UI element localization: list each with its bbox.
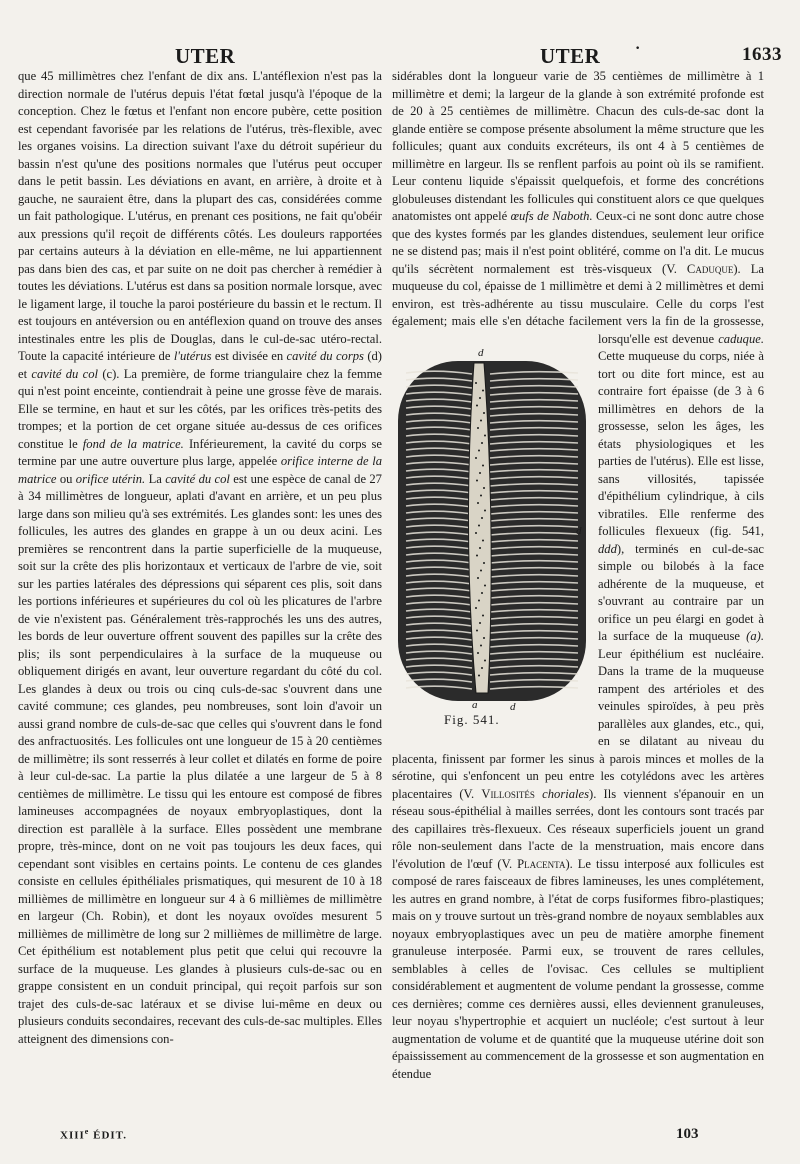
- figure-caption: Fig. 541.: [444, 711, 500, 727]
- running-head-right: UTER: [540, 44, 601, 68]
- signature-folio: 103: [676, 1126, 699, 1142]
- uterine-mucosa-illustration: [392, 333, 590, 737]
- right-column: [392, 68, 764, 1083]
- printer-signature: XIIIe ÉDIT.: [60, 1127, 127, 1142]
- figure-541: [392, 333, 590, 737]
- figure-label-right: d: [576, 524, 582, 537]
- figure-label-top: d: [478, 346, 484, 359]
- left-paragraph: que 45 millimètres chez l'enfant de dix ans. L'antéflexion n'est pas la direction normale de l'utérus depuis l'état fœtal jusqu'à l'époque de la conception. Chez le fœtus et l'enfant non encore pubère, cette position est cependant favorisée par les relations de l'utérus, très-flexible, avec les organes voisins. La direction suivant l'axe du détroit supérieur du bassin n'est qu'une des positions normales que l'utérus peut occuper dans le petit bassin. Les déviations en avant, en arrière, à droite et à gauche, ne sauraient être, dans la plupart des cas, considérées comme un fait pathologique. L'utérus, en prenant ces positions, ne fait qu'obéir aux pressions qu'il reçoit de différents côtés. Les douleurs rapportées par certains auteurs à la déviation en elle-même, ne lui appartiennent pas dans bien des cas, et par suite on ne doit pas chercher à remédier à toutes les déviations. L'utérus est dans sa position normale lorsque, avec le ligament large, il touche la paroi postérieure du bassin et le rectum. Il est toujours en antéversion ou en antéflexion quand on trouve des anses intestinales entre les plis de Douglas, dans le cul-de-sac utéro-rectal. Toute la capacité intérieure de l'utérus est divisée en cavité du corps (d) et cavité du col (c). La première, de forme triangulaire chez la femme qui n'est point enceinte, contiendrait à peine une grosse fève de marais. Elle se termine, en haut et sur les côtés, par les orifices très-petits des trompes; et la portion de cet organe située au-dessus de ces orifices constitue le fond de la matrice. Inférieurement, la cavité du corps se termine par une autre ouverture plus large, appelée orifice interne de la matrice ou orifice utérin. La cavité du col est une espèce de canal de 27 à 34 millimètres de longueur, aplati d'avant en arrière, et un peu plus large dans son milieu qu'à ses extrémités. Les glandes sont: les unes des follicules, les autres des glandes en grappe à un ou deux acini. Les premières se rencontrent dans la partie superficielle de la muqueuse, soit sur la crête des plis horizontaux et verticaux de l'arbre de vie, soit sur les parties latérales des dépressions qui séparent ces plis, soit dans les portions inférieures et supérieures du col où les plicatures de l'arbre de vie n'existent pas. Généralement très-rapprochés les uns des autres, les bords de leur ouverture offrent souvent des papilles sur la crête des plis; ils sont perpendiculaires à la surface de la muqueuse ou obliquement dirigés en avant, leur ouverture regardant du côté du col. Les glandes à deux ou trois ou cinq culs-de-sac s'ouvrent dans une cavité commune; ces glandes, peu nombreuses, sont loin d'avoir un aussi grand nombre de culs-de-sac que celles qui s'ouvrent dans le fond des anfractuosités. Les follicules ont une longueur de 15 à 20 centièmes de millimètre; ils sont resserrés à leur collet et dilatés en forme de poire à leur cul-de-sac. La partie la plus dilatée a une largeur de 5 à 8 centièmes de millimètre. Le tissu qui les entoure est composé de fibres lamineuses accompagnées de noyaux embryoplastiques, dont la direction est parallèle à la surface. Elles possèdent une membrane propre, très-mince, dont on ne voit pas toujours les deux faces, qui cependant sont visibles en certains points. Le contenu de ces glandes consiste en cellules épithéliales prismatiques, qui mesurent de 10 à 18 millièmes de millimètre en longueur sur 4 à 6 millièmes de millimètre en largeur (Ch. Robin), et dont les noyaux ovoïdes mesurent 5 millièmes de millimètre de long sur 2 millièmes de millimètre de large. Cet épithélium est notablement plus petit que celui qui recouvre la surface de la muqueuse. Les glandes à plusieurs culs-de-sac ou en grappe consistent en un conduit principal, qui reçoit parfois sur son trajet des culs-de-sac latéraux et se divise lui-même en deux ou plusieurs conduits secondaires, recevant des culs-de-sac multiples. Elles atteignent des dimensions con-: [18, 69, 383, 1046]
- running-head-left: UTER: [175, 44, 236, 68]
- page-number: 1633: [742, 44, 782, 65]
- figure-label-a: a: [472, 698, 478, 711]
- right-paragraph: sidérables dont la longueur varie de 35 centièmes de millimètre à 1 millimètre et demi; la largeur de la glande à son extrémité profonde est de 20 à 25 centièmes de millimètre. Chacun des culs-de-sac dont la glande entière se compose présente absolument la même structure que les follicules; quant aux conduits excréteurs, ils ont 4 à 5 centièmes de millimètre en largeur. Ils se renflent parfois au point où ils se ramifient. Leur contenu liquide s'épaissit quelquefois, et forme des concrétions globuleuses distendant les follicules qui constituent alors ce que quelques anatomistes ont appelé œufs de Naboth. Ceux-ci ne sont donc autre chose que des kystes formés par les glandes distendues, seulement leur orifice ne se distend pas; mais il n'est point oblitéré, comme on l'a dit. Le mucus qu'ils sécrètent normalement est très-visqueux (V. Caduque). La muqueuse du col, épaisse de 1 millimètre et demi à 2 millimètres et demi environ, est très-adhérente au tissu musculaire. Celle du corps l'est également; mais elle s'en détache facilement vers la fin de la grossesse, lorsqu'elle est devenue d d a d Fig. 541. caduque. Cette muqueuse du corps, niée à tort ou dite fort mince, est au contraire fort épaisse (de 3 à 6 millimètres en dehors de la grossesse, selon les âges, les états physiologiques et les parties de l'utérus). Elle est lisse, sans villosités, tapissée d'épithélium cylindrique, à cils vibratiles. Elle renferme des follicules flexueux (fig. 541, ddd), terminés en cul-de-sac simple ou bilobés à la face adhérente de la muqueuse, et s'ouvrant au contraire par un orifice un peu élargi en godet à la surface de la muqueuse (a). Leur épithélium est nucléaire. Dans la trame de la muqueuse rampent des artérioles et des veinules spiroïdes, à peu près parallèles aux glandes, etc., qui, en se dilatant au niveau du placenta, finissent par former les sinus à parois minces et molles de la sérotine, qui s'enfoncent un peu entre les cotylédons avec les artères placentaires (V. Villosités choriales). Ils viennent s'épanouir en un réseau sous-épithélial à mailles serrées, dont les contours sont tracés par des capillaires très-flexueux. Ces réseaux superficiels jouent un grand rôle non-seulement dans l'acte de la menstruation, mais encore dans l'évolution de l'œuf (V. Placenta). Le tissu interposé aux follicules est composé de rares faisceaux de fibres lamineuses, les unes complétement, les autres en grand nombre, à l'état de corps fusiformes fibro-plastiques; mais on y trouve surtout un très-grand nombre de noyaux semblables aux noyaux embryoplastiques avec un peu de matière amorphe finement granuleuse interposée. Parmi eux, se trouvent de rares cellules, semblables à celles de l'ovisac. Ces cellules se multiplient considérablement et augmentent de volume pendant la grossesse, comme ces dernières; comme ces dernières aussi, elles deviennent granuleuses, leur noyau s'hypertrophie et acquiert un nucléole; c'est surtout à leur augmentation de volume et de quantité que la muqueuse utérine doit son épaississement au commencement de la grossesse et son augmentation en étendue: [392, 69, 765, 1081]
- left-column: [18, 68, 382, 1048]
- header-mark: ·: [635, 40, 641, 57]
- figure-label-d-bottom: d: [510, 700, 516, 713]
